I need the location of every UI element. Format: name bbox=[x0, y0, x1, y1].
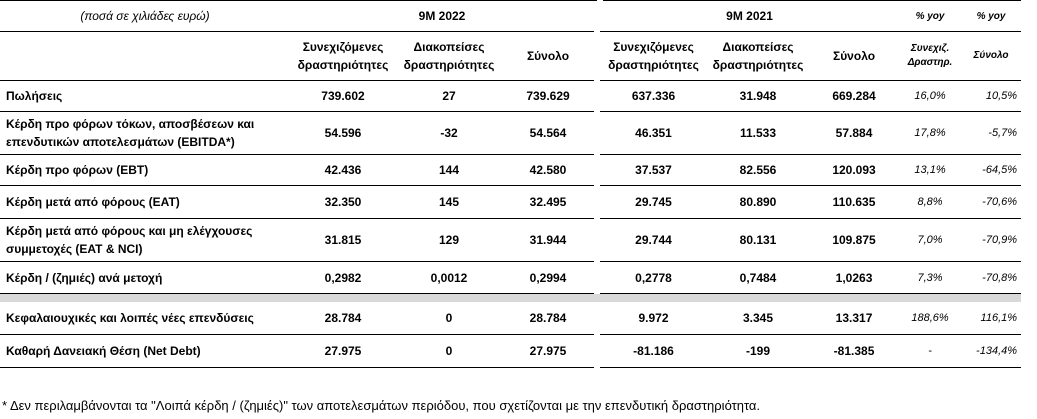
yoy-total-value: -70,8% bbox=[961, 262, 1021, 294]
value-2021-discontinued: 3.345 bbox=[707, 302, 809, 335]
row-label-line: επενδυτικών αποτελεσμάτων (EBITDA*) bbox=[6, 135, 235, 149]
row-label-line: Κέρδη προ φόρων τόκων, αποσβέσεων και bbox=[6, 117, 255, 131]
yoy-continuing-value: 16,0% bbox=[899, 81, 961, 112]
col-2021-continuing bbox=[597, 32, 707, 81]
value-2022-total: 31.944 bbox=[502, 219, 597, 262]
table-row bbox=[0, 262, 1021, 294]
value-2022-total: 54.564 bbox=[502, 112, 597, 155]
value-2021-total: 120.093 bbox=[809, 155, 899, 186]
unit-label: (ποσά σε χιλιάδες ευρώ) bbox=[0, 1, 290, 32]
yoy-total-value: 116,1% bbox=[961, 302, 1021, 335]
yoy-continuing-value: 188,6% bbox=[899, 302, 961, 335]
header-row-columns bbox=[0, 32, 1021, 81]
value-2021-discontinued: 82.556 bbox=[707, 155, 809, 186]
row-label bbox=[0, 81, 290, 112]
col-yoy-continuing-line2: Δραστηρ. bbox=[907, 57, 953, 68]
row-label bbox=[0, 112, 290, 155]
table-row bbox=[0, 186, 1021, 219]
value-2022-continuing: 739.602 bbox=[290, 81, 396, 112]
value-2021-total: 669.284 bbox=[809, 81, 899, 112]
footnote: * Δεν περιλαμβάνονται τα "Λοιπά κέρδη / (ζημιές)" των αποτελεσμάτων περιόδου, που σχετίζονται με την επενδυτική δραστηριότητα. bbox=[2, 398, 761, 413]
value-2022-continuing: 0,2982 bbox=[290, 262, 396, 294]
yoy-continuing-value: 17,8% bbox=[899, 112, 961, 155]
yoy-total-value: -70,9% bbox=[961, 219, 1021, 262]
row-label-line: Κέρδη προ φόρων (EBT) bbox=[6, 163, 149, 177]
yoy-continuing-value: 13,1% bbox=[899, 155, 961, 186]
table-row bbox=[0, 155, 1021, 186]
value-2021-continuing: 46.351 bbox=[597, 112, 707, 155]
value-2022-discontinued: 129 bbox=[396, 219, 502, 262]
yoy-continuing-value: 7,3% bbox=[899, 262, 961, 294]
value-2022-discontinued: 0 bbox=[396, 335, 502, 368]
value-2021-continuing: 37.537 bbox=[597, 155, 707, 186]
value-2022-continuing: 27.975 bbox=[290, 335, 396, 368]
yoy-continuing-value: 8,8% bbox=[899, 186, 961, 219]
row-label-line: Κεφαλαιουχικές και λοιπές νέες επενδύσεις bbox=[6, 311, 254, 325]
col-2022-discontinued-line1: Διακοπείσες δραστηριότητες bbox=[403, 40, 495, 72]
value-2022-discontinued: 0,0012 bbox=[396, 262, 502, 294]
separator-band-cell bbox=[0, 294, 1021, 303]
col-2021-discontinued-line1: Διακοπείσες δραστηριότητες bbox=[712, 40, 804, 72]
row-label bbox=[0, 186, 290, 219]
value-2021-total: 1,0263 bbox=[809, 262, 899, 294]
value-2022-continuing: 31.815 bbox=[290, 219, 396, 262]
value-2021-continuing: 0,2778 bbox=[597, 262, 707, 294]
col-2022-discontinued bbox=[396, 32, 502, 81]
financial-results-table bbox=[0, 1, 1021, 368]
value-2021-discontinued: 11.533 bbox=[707, 112, 809, 155]
col-yoy-total: Σύνολο bbox=[961, 32, 1021, 81]
col-2021-continuing-line1: Συνεχιζόμενες δραστηριότητες bbox=[608, 40, 699, 72]
value-2022-total: 0,2994 bbox=[502, 262, 597, 294]
yoy-total-value: 10,5% bbox=[961, 81, 1021, 112]
table-row bbox=[0, 335, 1021, 368]
value-2021-continuing: -81.186 bbox=[597, 335, 707, 368]
table-row bbox=[0, 219, 1021, 262]
value-2022-discontinued: 27 bbox=[396, 81, 502, 112]
row-label bbox=[0, 155, 290, 186]
row-label bbox=[0, 335, 290, 368]
value-2021-continuing: 29.744 bbox=[597, 219, 707, 262]
yoy-total-value: -5,7% bbox=[961, 112, 1021, 155]
yoy-total-value: -70,6% bbox=[961, 186, 1021, 219]
row-label bbox=[0, 262, 290, 294]
separator-band bbox=[0, 294, 1021, 303]
header-blank-cell bbox=[0, 32, 290, 81]
value-2021-discontinued: 31.948 bbox=[707, 81, 809, 112]
value-2021-discontinued: -199 bbox=[707, 335, 809, 368]
col-2021-discontinued bbox=[707, 32, 809, 81]
value-2021-continuing: 637.336 bbox=[597, 81, 707, 112]
yoy-total-value: -64,5% bbox=[961, 155, 1021, 186]
row-label-line: Πωλήσεις bbox=[6, 89, 63, 103]
period-2021-header: 9M 2021 bbox=[597, 1, 899, 32]
table-row bbox=[0, 81, 1021, 112]
value-2022-total: 42.580 bbox=[502, 155, 597, 186]
value-2021-discontinued: 0,7484 bbox=[707, 262, 809, 294]
value-2021-total: 57.884 bbox=[809, 112, 899, 155]
value-2022-discontinued: 144 bbox=[396, 155, 502, 186]
col-2022-continuing bbox=[290, 32, 396, 81]
value-2022-total: 32.495 bbox=[502, 186, 597, 219]
value-2021-continuing: 29.745 bbox=[597, 186, 707, 219]
value-2022-continuing: 32.350 bbox=[290, 186, 396, 219]
col-2021-total: Σύνολο bbox=[809, 32, 899, 81]
col-2022-continuing-line1: Συνεχιζόμενες δραστηριότητες bbox=[297, 40, 389, 72]
table-row bbox=[0, 112, 1021, 155]
value-2021-total: -81.385 bbox=[809, 335, 899, 368]
yoy-continuing-value: 7,0% bbox=[899, 219, 961, 262]
value-2022-continuing: 28.784 bbox=[290, 302, 396, 335]
table-row bbox=[0, 302, 1021, 335]
yoy-total-value: -134,4% bbox=[961, 335, 1021, 368]
value-2021-total: 110.635 bbox=[809, 186, 899, 219]
col-yoy-continuing bbox=[899, 32, 961, 81]
value-2022-discontinued: 145 bbox=[396, 186, 502, 219]
row-label-line: συμμετοχές (EAT & NCI) bbox=[6, 242, 143, 256]
value-2021-discontinued: 80.890 bbox=[707, 186, 809, 219]
row-label-line: Κέρδη μετά από φόρους (EAT) bbox=[6, 195, 180, 209]
value-2021-continuing: 9.972 bbox=[597, 302, 707, 335]
col-yoy-continuing-line1: Συνεχιζ. bbox=[910, 43, 950, 54]
value-2022-continuing: 54.596 bbox=[290, 112, 396, 155]
period-2022-header: 9M 2022 bbox=[290, 1, 597, 32]
row-label-line: Κέρδη μετά από φόρους και μη ελέγχουσες bbox=[6, 224, 253, 238]
table-body bbox=[0, 81, 1021, 368]
yoy-header-total: % yoy bbox=[961, 1, 1021, 32]
value-2022-total: 27.975 bbox=[502, 335, 597, 368]
value-2022-discontinued: -32 bbox=[396, 112, 502, 155]
row-label-line: Καθαρή Δανειακή Θέση (Net Debt) bbox=[6, 344, 201, 358]
value-2021-discontinued: 80.131 bbox=[707, 219, 809, 262]
row-label bbox=[0, 219, 290, 262]
header-row-periods bbox=[0, 1, 1021, 32]
value-2021-total: 109.875 bbox=[809, 219, 899, 262]
value-2022-total: 739.629 bbox=[502, 81, 597, 112]
yoy-header-continuing: % yoy bbox=[899, 1, 961, 32]
value-2022-continuing: 42.436 bbox=[290, 155, 396, 186]
value-2022-total: 28.784 bbox=[502, 302, 597, 335]
yoy-continuing-value: - bbox=[899, 335, 961, 368]
value-2021-total: 13.317 bbox=[809, 302, 899, 335]
value-2022-discontinued: 0 bbox=[396, 302, 502, 335]
row-label bbox=[0, 302, 290, 335]
row-label-line: Κέρδη / (ζημιές) ανά μετοχή bbox=[6, 270, 163, 285]
col-2022-total: Σύνολο bbox=[502, 32, 597, 81]
